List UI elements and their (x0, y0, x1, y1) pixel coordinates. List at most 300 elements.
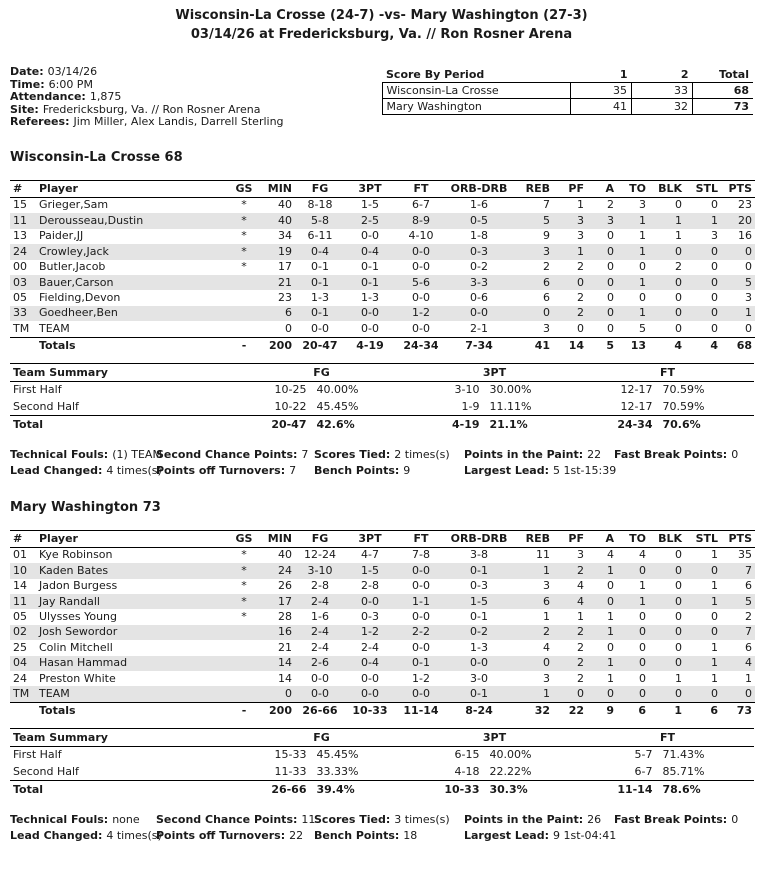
summary-body (10, 382, 754, 416)
player-reb: 1 (543, 609, 550, 623)
totals-pf: 22 (553, 702, 587, 720)
player-orb-drb: 0-3 (470, 244, 488, 258)
player-ast: 0 (607, 275, 614, 289)
player-pts: 5 (745, 594, 752, 608)
col-ast: A (587, 180, 617, 197)
notes-row-1 (10, 812, 753, 828)
player-fg: 8-18 (307, 198, 333, 212)
note-label: Largest Lead: (464, 463, 549, 477)
player-reb: 3 (543, 671, 550, 685)
ft-made-att: 12-17 (620, 399, 653, 413)
player-gs: * (241, 260, 247, 274)
player-row (10, 671, 755, 686)
player-orb-drb: 1-8 (470, 229, 488, 243)
totals-pts: 68 (721, 337, 755, 355)
summary-row (10, 382, 754, 399)
player-name: TEAM (39, 321, 70, 335)
ft-pct: 71.43% (662, 748, 705, 762)
player-min: 16 (278, 625, 292, 639)
player-gs: * (241, 198, 247, 212)
player-pts: 2 (745, 609, 752, 623)
player-pf: 3 (577, 229, 584, 243)
player-pts: 20 (738, 213, 752, 227)
player-ast: 0 (607, 306, 614, 320)
player-reb: 6 (543, 290, 550, 304)
note-value: none (112, 813, 140, 827)
note-value: 5 1st-15:39 (553, 463, 617, 477)
player-ast: 3 (607, 213, 614, 227)
player-stl: 1 (711, 579, 718, 593)
player-blk: 0 (675, 686, 682, 700)
ft-pct: 70.59% (662, 383, 705, 397)
player-gs (231, 625, 257, 640)
totals-pts: 73 (721, 702, 755, 720)
player-gs: * (241, 244, 247, 258)
player-stl: 0 (711, 321, 718, 335)
player-orb-drb: 0-5 (470, 213, 488, 227)
score-header-total: Total (693, 67, 754, 83)
note-item (614, 447, 753, 463)
player-ast: 1 (607, 671, 614, 685)
player-min: 34 (278, 229, 292, 243)
player-pf: 0 (577, 275, 584, 289)
ft-pct: 85.71% (662, 764, 705, 778)
player-name: Butler,Jacob (39, 260, 106, 274)
player-reb: 11 (536, 548, 550, 562)
summary-total-label: Total (13, 783, 44, 797)
note-value: 9 (403, 463, 411, 477)
fg-made-att: 11-33 (274, 764, 307, 778)
totals-ast: 9 (587, 702, 617, 720)
player-ast: 1 (607, 656, 614, 670)
col-blk: BLK (649, 180, 685, 197)
ft-made-att: 24-34 (617, 418, 653, 432)
notes-row-1 (10, 447, 753, 463)
player-ast: 0 (607, 594, 614, 608)
totals-orb-drb: 7-34 (447, 337, 511, 355)
player-pf: 2 (577, 290, 584, 304)
player-row (10, 306, 755, 321)
col-player: Player (36, 180, 231, 197)
summary-row-label: First Half (13, 383, 62, 397)
summary-3pt-cell (408, 764, 581, 781)
player-pf: 2 (577, 640, 584, 654)
player-ft: 1-2 (412, 671, 430, 685)
player-ft: 8-9 (412, 213, 430, 227)
summary-header-label: Team Summary (10, 364, 235, 382)
player-fg: 5-8 (311, 213, 329, 227)
player-3pt: 0-3 (361, 609, 379, 623)
player-number: 01 (13, 548, 27, 562)
player-pf: 0 (577, 321, 584, 335)
player-row (10, 579, 755, 594)
player-pts: 35 (738, 548, 752, 562)
player-number: 25 (13, 640, 27, 654)
player-ast: 2 (607, 198, 614, 212)
note-label: Scores Tied: (314, 447, 391, 461)
score-total: 73 (693, 99, 754, 115)
fg-pct: 45.45% (316, 399, 359, 413)
ft-made-att: 12-17 (620, 383, 653, 397)
player-pf: 4 (577, 579, 584, 593)
player-min: 28 (278, 609, 292, 623)
col-pts: PTS (721, 180, 755, 197)
player-ft: 0-0 (412, 579, 430, 593)
note-item (464, 812, 614, 828)
player-name: Hasan Hammad (39, 656, 128, 670)
col-gs: GS (231, 530, 257, 547)
player-min: 21 (278, 640, 292, 654)
ft-made-att: 11-14 (617, 783, 653, 797)
note-label: Technical Fouls: (10, 813, 109, 827)
col-to: TO (617, 180, 649, 197)
totals-pf: 14 (553, 337, 587, 355)
player-reb: 4 (543, 640, 550, 654)
player-min: 26 (278, 579, 292, 593)
player-number: 10 (13, 563, 27, 577)
box-body (10, 197, 755, 337)
summary-total-fg (235, 781, 408, 800)
player-ast: 1 (607, 625, 614, 639)
summary-header-fg: FG (235, 364, 408, 382)
player-blk: 1 (675, 213, 682, 227)
player-min: 14 (278, 671, 292, 685)
player-ft: 0-0 (412, 563, 430, 577)
fg-pct: 39.4% (316, 783, 355, 797)
totals-ft: 11-14 (395, 702, 447, 720)
info-line (10, 91, 382, 104)
player-gs: * (241, 594, 247, 608)
player-name: Derousseau,Dustin (39, 213, 144, 227)
player-blk: 0 (675, 640, 682, 654)
player-pf: 1 (577, 609, 584, 623)
player-gs: * (241, 563, 247, 577)
player-ft: 0-0 (412, 260, 430, 274)
summary-row (10, 399, 754, 416)
fg-made-att: 26-66 (271, 783, 307, 797)
player-fg: 0-0 (311, 671, 329, 685)
player-stl: 0 (711, 198, 718, 212)
player-row (10, 594, 755, 609)
note-value: 7 (301, 447, 309, 461)
player-to: 0 (639, 686, 646, 700)
col-reb: REB (511, 530, 553, 547)
player-pts: 3 (745, 290, 752, 304)
player-blk: 1 (675, 671, 682, 685)
col-pts: PTS (721, 530, 755, 547)
col-ft: FT (395, 530, 447, 547)
fg-made-att: 10-22 (274, 399, 307, 413)
player-orb-drb: 1-6 (470, 198, 488, 212)
player-gs (231, 321, 257, 337)
player-number: 03 (13, 275, 27, 289)
totals-ft: 24-34 (395, 337, 447, 355)
player-ft: 0-0 (412, 244, 430, 258)
note-value: 22 (289, 829, 304, 843)
note-label: Second Chance Points: (156, 813, 298, 827)
score-row (382, 83, 753, 99)
col-3pt: 3PT (345, 530, 395, 547)
totals-blk: 1 (649, 702, 685, 720)
player-stl: 0 (711, 275, 718, 289)
game-title-line2: 03/14/26 at Fredericksburg, Va. // Ron Rosner Arena (190, 27, 573, 42)
col-gs: GS (231, 180, 257, 197)
player-gs: * (241, 548, 247, 562)
player-pf: 1 (577, 244, 584, 258)
info-value: Jim Miller, Alex Landis, Darrell Sterling (73, 115, 284, 129)
info-value: Fredericksburg, Va. // Ron Rosner Arena (42, 102, 261, 116)
3pt-pct: 21.1% (489, 418, 528, 432)
player-gs: * (241, 213, 247, 227)
totals-3pt: 4-19 (345, 337, 395, 355)
player-name: Paider,JJ (39, 229, 84, 243)
score-p2: 32 (632, 99, 693, 115)
player-name: Bauer,Carson (39, 275, 114, 289)
player-fg: 2-6 (311, 656, 329, 670)
player-ast: 0 (607, 579, 614, 593)
player-row (10, 609, 755, 624)
info-value: 03/14/26 (47, 65, 98, 78)
player-ast: 0 (607, 321, 614, 335)
ft-pct: 70.6% (662, 418, 701, 432)
totals-to: 6 (617, 702, 649, 720)
player-orb-drb: 3-3 (470, 275, 488, 289)
player-orb-drb: 0-1 (470, 609, 488, 623)
totals-min: 200 (257, 702, 295, 720)
player-row (10, 197, 755, 213)
player-blk: 1 (675, 229, 682, 243)
player-to: 0 (639, 290, 646, 304)
player-row (10, 686, 755, 702)
summary-total-row (10, 416, 754, 435)
player-pf: 3 (577, 548, 584, 562)
col-stl: STL (685, 180, 721, 197)
score-header-team: Score By Period (382, 67, 571, 83)
totals-reb: 32 (511, 702, 553, 720)
summary-row-label: First Half (13, 748, 62, 762)
player-number: TM (13, 686, 30, 700)
note-value: (1) TEAM (112, 447, 162, 461)
player-pts: 0 (745, 686, 752, 700)
player-ft: 5-6 (412, 275, 430, 289)
player-min: 14 (278, 656, 292, 670)
player-to: 1 (639, 579, 646, 593)
info-line (10, 66, 382, 79)
player-orb-drb: 0-3 (470, 579, 488, 593)
player-fg: 0-4 (311, 244, 329, 258)
player-name: Josh Sewordor (39, 625, 118, 639)
player-fg: 2-4 (311, 594, 329, 608)
summary-header-ft: FT (581, 729, 754, 747)
player-stl: 1 (711, 594, 718, 608)
player-3pt: 0-1 (361, 275, 379, 289)
note-item (464, 463, 617, 479)
col-number: # (10, 180, 36, 197)
player-stl: 0 (711, 290, 718, 304)
box-score-table (10, 180, 755, 355)
summary-header-row (10, 729, 754, 747)
player-blk: 0 (675, 563, 682, 577)
player-to: 0 (639, 640, 646, 654)
player-pf: 2 (577, 671, 584, 685)
ft-made-att: 5-7 (634, 748, 653, 762)
note-item (314, 812, 464, 828)
col-number: # (10, 530, 36, 547)
player-stl: 1 (711, 213, 718, 227)
team-section-away (10, 500, 753, 844)
player-number: 05 (13, 290, 27, 304)
player-name: Kye Robinson (39, 548, 113, 562)
player-ft: 1-2 (412, 306, 430, 320)
score-total: 68 (693, 83, 754, 99)
player-stl: 0 (711, 260, 718, 274)
player-min: 24 (278, 563, 292, 577)
summary-row-label: Second Half (10, 764, 235, 781)
totals-fg: 26-66 (295, 702, 345, 720)
player-pf: 2 (577, 656, 584, 670)
note-item (10, 828, 162, 844)
note-item (10, 463, 162, 479)
player-stl: 0 (711, 244, 718, 258)
player-pf: 2 (577, 625, 584, 639)
player-row (10, 563, 755, 578)
totals-stl: 6 (685, 702, 721, 720)
game-title-line1: Wisconsin-La Crosse (24-7) -vs- Mary Washington (27-3) (175, 8, 588, 23)
totals-number (10, 702, 36, 720)
player-min: 19 (278, 244, 292, 258)
player-min: 0 (285, 686, 292, 700)
score-body (382, 83, 753, 115)
col-ft: FT (395, 180, 447, 197)
score-p1: 41 (571, 99, 632, 115)
player-fg: 2-4 (311, 625, 329, 639)
summary-header-row (10, 364, 754, 382)
col-pf: PF (553, 530, 587, 547)
player-number: 13 (13, 229, 27, 243)
note-label: Fast Break Points: (614, 447, 728, 461)
player-fg: 0-1 (311, 275, 329, 289)
player-min: 17 (278, 260, 292, 274)
3pt-made-att: 10-33 (444, 783, 480, 797)
score-p2: 33 (632, 83, 693, 99)
col-ast: A (587, 530, 617, 547)
player-ast: 1 (607, 609, 614, 623)
score-header-row (382, 67, 753, 83)
note-label: Bench Points: (314, 829, 400, 843)
player-3pt: 2-5 (361, 213, 379, 227)
player-3pt: 0-0 (361, 321, 379, 335)
player-ft: 0-1 (412, 656, 430, 670)
player-fg: 0-0 (311, 321, 329, 335)
summary-fg-cell (235, 764, 408, 781)
player-pts: 5 (745, 275, 752, 289)
player-ft: 2-2 (412, 625, 430, 639)
summary-header-fg: FG (235, 729, 408, 747)
player-stl: 0 (711, 625, 718, 639)
note-label: Points in the Paint: (464, 447, 584, 461)
player-3pt: 2-4 (361, 640, 379, 654)
player-pts: 23 (738, 198, 752, 212)
player-pf: 2 (577, 306, 584, 320)
note-label: Technical Fouls: (10, 447, 109, 461)
player-pts: 1 (745, 306, 752, 320)
totals-number (10, 337, 36, 355)
player-fg: 0-1 (311, 306, 329, 320)
player-gs: * (241, 229, 247, 243)
info-label: Site: (10, 102, 39, 116)
player-row (10, 229, 755, 244)
note-item (464, 828, 617, 844)
player-reb: 1 (543, 686, 550, 700)
box-score-table (10, 530, 755, 720)
player-3pt: 0-0 (361, 229, 379, 243)
summary-total-fg (235, 416, 408, 435)
player-row (10, 640, 755, 655)
player-name: Ulysses Young (39, 609, 117, 623)
player-pts: 0 (745, 321, 752, 335)
player-orb-drb: 0-2 (470, 260, 488, 274)
game-info-block (10, 66, 382, 129)
player-reb: 0 (543, 306, 550, 320)
player-ft: 4-10 (408, 229, 434, 243)
player-blk: 0 (675, 275, 682, 289)
player-pts: 7 (745, 563, 752, 577)
player-gs (231, 671, 257, 686)
player-number: 24 (13, 244, 27, 258)
totals-blk: 4 (649, 337, 685, 355)
player-blk: 0 (675, 594, 682, 608)
summary-total-ft (581, 781, 754, 800)
score-header-p2: 2 (632, 67, 693, 83)
3pt-made-att: 3-10 (454, 383, 480, 397)
player-ast: 0 (607, 640, 614, 654)
summary-ft-cell (581, 747, 754, 764)
summary-3pt-cell (408, 747, 581, 764)
info-line (10, 116, 382, 129)
player-orb-drb: 0-2 (470, 625, 488, 639)
player-stl: 1 (711, 656, 718, 670)
player-to: 0 (639, 625, 646, 639)
player-min: 40 (278, 548, 292, 562)
player-3pt: 1-2 (361, 625, 379, 639)
player-stl: 1 (711, 671, 718, 685)
player-blk: 0 (675, 290, 682, 304)
player-ast: 0 (607, 244, 614, 258)
summary-total-3pt (408, 416, 581, 435)
player-name: Preston White (39, 671, 116, 685)
note-item (10, 447, 162, 463)
player-3pt: 0-0 (361, 594, 379, 608)
team-summary-table (10, 728, 754, 800)
player-reb: 3 (543, 244, 550, 258)
fg-pct: 33.33% (316, 764, 359, 778)
score-row (382, 99, 753, 115)
player-number: 15 (13, 198, 27, 212)
note-item (314, 463, 464, 479)
player-orb-drb: 1-3 (470, 640, 488, 654)
player-number: 11 (13, 213, 27, 227)
player-to: 0 (639, 260, 646, 274)
fg-made-att: 10-25 (274, 383, 307, 397)
player-fg: 2-8 (311, 579, 329, 593)
player-pts: 0 (745, 260, 752, 274)
note-item (10, 812, 156, 828)
player-number: 24 (13, 671, 27, 685)
player-min: 40 (278, 198, 292, 212)
player-to: 0 (639, 609, 646, 623)
col-fg: FG (295, 530, 345, 547)
player-stl: 1 (711, 548, 718, 562)
